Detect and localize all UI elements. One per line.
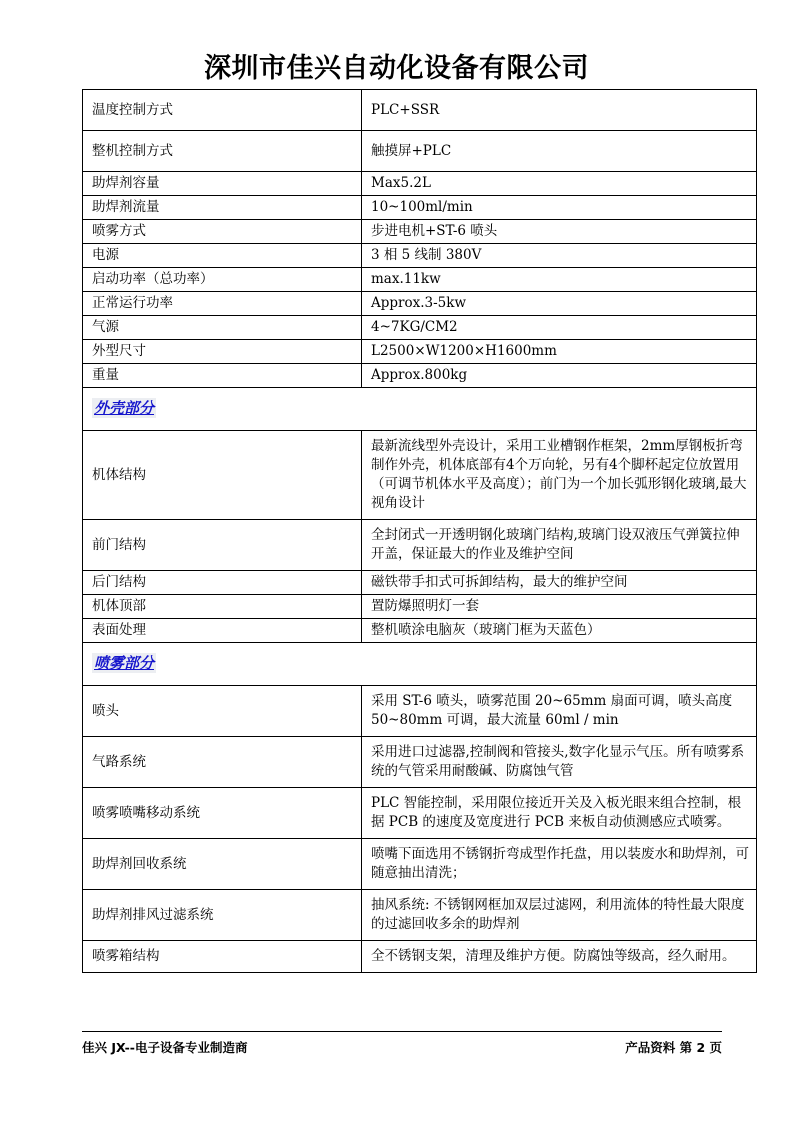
table-row — [83, 788, 757, 839]
section-heading: 外壳部分 — [94, 398, 155, 417]
page-title: 深圳市佳兴自动化设备有限公司 — [204, 53, 589, 84]
spec-value-cell: 采用 ST-6 喷头，喷雾范围 20~65mm 扇面可调，喷头高度 50~80mm 可调，最大流量 60ml / min — [362, 686, 757, 737]
spec-label-cell: 助焊剂容量 — [83, 172, 362, 196]
table-row — [83, 595, 757, 619]
spec-value-cell: 全封闭式一开透明钢化玻璃门结构,玻璃门设双液压气弹簧拉伸开盖，保证最大的作业及维护空间 — [362, 520, 757, 571]
table-row — [83, 316, 757, 340]
table-row — [83, 364, 757, 388]
spec-value-cell: PLC+SSR — [362, 90, 757, 131]
spec-value-cell: Max5.2L — [362, 172, 757, 196]
specification-table — [82, 89, 757, 973]
spec-label-cell: 助焊剂排风过滤系统 — [83, 890, 362, 941]
spec-value-cell: 步进电机+ST-6 喷头 — [362, 220, 757, 244]
footer-page-number: 产品资料 第 2 页 — [625, 1040, 722, 1055]
table-row — [83, 737, 757, 788]
spec-label-cell: 喷雾箱结构 — [83, 941, 362, 973]
spec-label-cell: 机体顶部 — [83, 595, 362, 619]
spec-value-cell: 置防爆照明灯一套 — [362, 595, 757, 619]
spec-value-cell: Approx.3-5kw — [362, 292, 757, 316]
spec-value-cell: Approx.800kg — [362, 364, 757, 388]
spec-label-cell: 喷雾方式 — [83, 220, 362, 244]
table-row — [83, 890, 757, 941]
table-row — [83, 520, 757, 571]
spec-label-cell: 后门结构 — [83, 571, 362, 595]
spec-label-cell: 启动功率（总功率） — [83, 268, 362, 292]
spec-label-cell: 气源 — [83, 316, 362, 340]
section-heading: 喷雾部分 — [94, 653, 155, 672]
table-row — [83, 619, 757, 643]
spec-label-cell: 前门结构 — [83, 520, 362, 571]
table-row — [83, 686, 757, 737]
section-header-cell — [83, 643, 757, 686]
page-footer — [82, 1031, 722, 1056]
spec-label-cell: 表面处理 — [83, 619, 362, 643]
spec-value-cell: L2500×W1200×H1600mm — [362, 340, 757, 364]
spec-label-cell: 助焊剂回收系统 — [83, 839, 362, 890]
spec-value-cell: 喷嘴下面选用不锈钢折弯成型作托盘，用以装废水和助焊剂，可随意抽出清洗； — [362, 839, 757, 890]
spec-value-cell: 触摸屏+PLC — [362, 131, 757, 172]
spec-value-cell: PLC 智能控制，采用限位接近开关及入板光眼来组合控制，根据 PCB 的速度及宽度进行 PCB 来板自动侦测感应式喷雾。 — [362, 788, 757, 839]
table-row — [83, 340, 757, 364]
table-row — [83, 90, 757, 131]
spec-label-cell: 整机控制方式 — [83, 131, 362, 172]
specification-table-body — [83, 90, 757, 973]
spec-label-cell: 外型尺寸 — [83, 340, 362, 364]
spec-value-cell: 10~100ml/min — [362, 196, 757, 220]
spec-value-cell: 磁铁带手扣式可拆卸结构，最大的维护空间 — [362, 571, 757, 595]
spec-label-cell: 正常运行功率 — [83, 292, 362, 316]
table-row — [83, 941, 757, 973]
spec-label-cell: 喷雾喷嘴移动系统 — [83, 788, 362, 839]
table-row — [83, 431, 757, 520]
spec-value-cell: max.11kw — [362, 268, 757, 292]
section-header-cell — [83, 388, 757, 431]
spec-label-cell: 气路系统 — [83, 737, 362, 788]
section-header-row — [83, 643, 757, 686]
spec-value-cell: 4~7KG/CM2 — [362, 316, 757, 340]
spec-value-cell: 最新流线型外壳设计，采用工业槽钢作框架，2mm厚钢板折弯制作外壳，机体底部有4个万向轮，另有4个脚杯起定位放置用（可调节机体水平及高度）；前门为一个加长弧形钢化玻璃,最大视角设计 — [362, 431, 757, 520]
table-row — [83, 244, 757, 268]
spec-label-cell: 电源 — [83, 244, 362, 268]
section-header-row — [83, 388, 757, 431]
spec-value-cell: 抽风系统: 不锈钢网框加双层过滤网，利用流体的特性最大限度的过滤回收多余的助焊剂 — [362, 890, 757, 941]
table-row — [83, 131, 757, 172]
spec-label-cell: 重量 — [83, 364, 362, 388]
table-row — [83, 268, 757, 292]
spec-value-cell: 整机喷涂电脑灰（玻璃门框为天蓝色） — [362, 619, 757, 643]
spec-label-cell: 机体结构 — [83, 431, 362, 520]
table-row — [83, 220, 757, 244]
table-row — [83, 172, 757, 196]
table-row — [83, 839, 757, 890]
spec-label-cell: 助焊剂流量 — [83, 196, 362, 220]
table-row — [83, 292, 757, 316]
spec-label-cell: 温度控制方式 — [83, 90, 362, 131]
spec-value-cell: 3 相 5 线制 380V — [362, 244, 757, 268]
table-row — [83, 196, 757, 220]
spec-value-cell: 全不锈钢支架，清理及维护方便。防腐蚀等级高，经久耐用。 — [362, 941, 757, 973]
footer-company-tagline: 佳兴 JX--电子设备专业制造商 — [82, 1040, 248, 1055]
spec-label-cell: 喷头 — [83, 686, 362, 737]
spec-value-cell: 采用进口过滤器,控制阀和管接头,数字化显示气压。所有喷雾系统的气管采用耐酸碱、防腐蚀气管 — [362, 737, 757, 788]
table-row — [83, 571, 757, 595]
